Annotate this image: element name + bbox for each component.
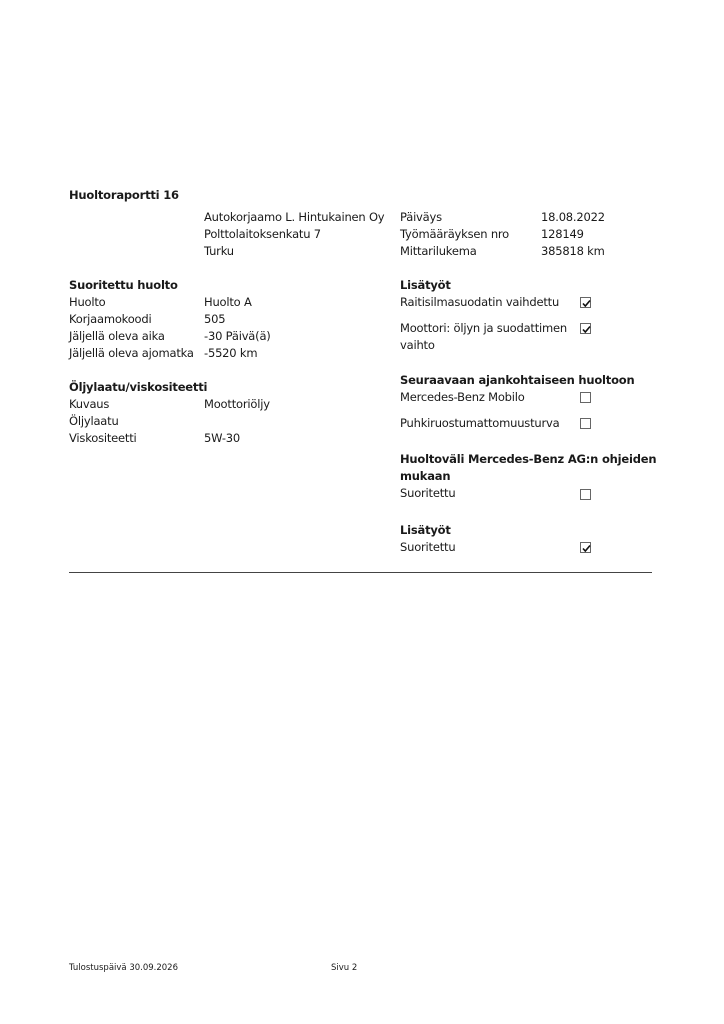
oil-row-value: Moottoriöljy xyxy=(204,397,270,411)
interval-heading-cont: mukaan xyxy=(400,469,451,483)
extra-work-checkbox[interactable] xyxy=(580,297,591,308)
oil-heading: Öljylaatu/viskositeetti xyxy=(69,380,208,394)
service-row-value: -5520 km xyxy=(204,346,258,360)
workshop-city: Turku xyxy=(204,244,234,258)
extra-work-checkbox[interactable] xyxy=(580,323,591,334)
service-row-label: Jäljellä oleva aika xyxy=(69,329,165,343)
interval-checkbox[interactable] xyxy=(580,489,591,500)
oil-row-label: Viskositeetti xyxy=(69,431,137,445)
service-row-label: Korjaamokoodi xyxy=(69,312,152,326)
odometer-label: Mittarilukema xyxy=(400,244,477,258)
next-service-item-label: Puhkiruostumattomuusturva xyxy=(400,416,560,430)
next-service-item-label: Mercedes-Benz Mobilo xyxy=(400,390,525,404)
oil-row-label: Öljylaatu xyxy=(69,414,119,428)
order-number-label: Työmääräyksen nro xyxy=(400,227,510,241)
checkmark-icon xyxy=(581,298,592,309)
print-date: Tulostuspäivä 30.09.2026 xyxy=(69,963,179,973)
next-service-checkbox[interactable] xyxy=(580,418,591,429)
date-label: Päiväys xyxy=(400,210,442,224)
report-title: Huoltoraportti 16 xyxy=(69,188,179,202)
service-row-label: Jäljellä oleva ajomatka xyxy=(69,346,194,360)
section-divider xyxy=(69,572,652,573)
oil-row-label: Kuvaus xyxy=(69,397,110,411)
extra-work-item-label-cont: vaihto xyxy=(400,338,435,352)
order-number-value: 128149 xyxy=(541,227,584,241)
date-value: 18.08.2022 xyxy=(541,210,605,224)
extra-work2-checkbox[interactable] xyxy=(580,542,591,553)
workshop-street: Polttolaitoksenkatu 7 xyxy=(204,227,321,241)
next-service-heading: Seuraavaan ajankohtaiseen huoltoon xyxy=(400,373,635,387)
checkmark-icon xyxy=(581,543,592,554)
interval-item-label: Suoritettu xyxy=(400,486,456,500)
service-heading: Suoritettu huolto xyxy=(69,278,178,292)
extra-work-item-label: Raitisilmasuodatin vaihdettu xyxy=(400,295,560,309)
checkmark-icon xyxy=(581,324,592,335)
extra-work2-heading: Lisätyöt xyxy=(400,523,451,537)
service-row-value: -30 Päivä(ä) xyxy=(204,329,271,343)
extra-work-item-label: Moottori: öljyn ja suodattimen xyxy=(400,321,568,335)
extra-work-heading: Lisätyöt xyxy=(400,278,451,292)
oil-row-value: 5W-30 xyxy=(204,431,241,445)
workshop-name: Autokorjaamo L. Hintukainen Oy xyxy=(204,210,385,224)
next-service-checkbox[interactable] xyxy=(580,392,591,403)
extra-work2-item-label: Suoritettu xyxy=(400,540,456,554)
service-row-value: Huolto A xyxy=(204,295,252,309)
odometer-value: 385818 km xyxy=(541,244,605,258)
interval-heading: Huoltoväli Mercedes-Benz AG:n ohjeiden xyxy=(400,452,657,466)
page-number: Sivu 2 xyxy=(331,963,358,973)
service-row-value: 505 xyxy=(204,312,226,326)
service-row-label: Huolto xyxy=(69,295,106,309)
